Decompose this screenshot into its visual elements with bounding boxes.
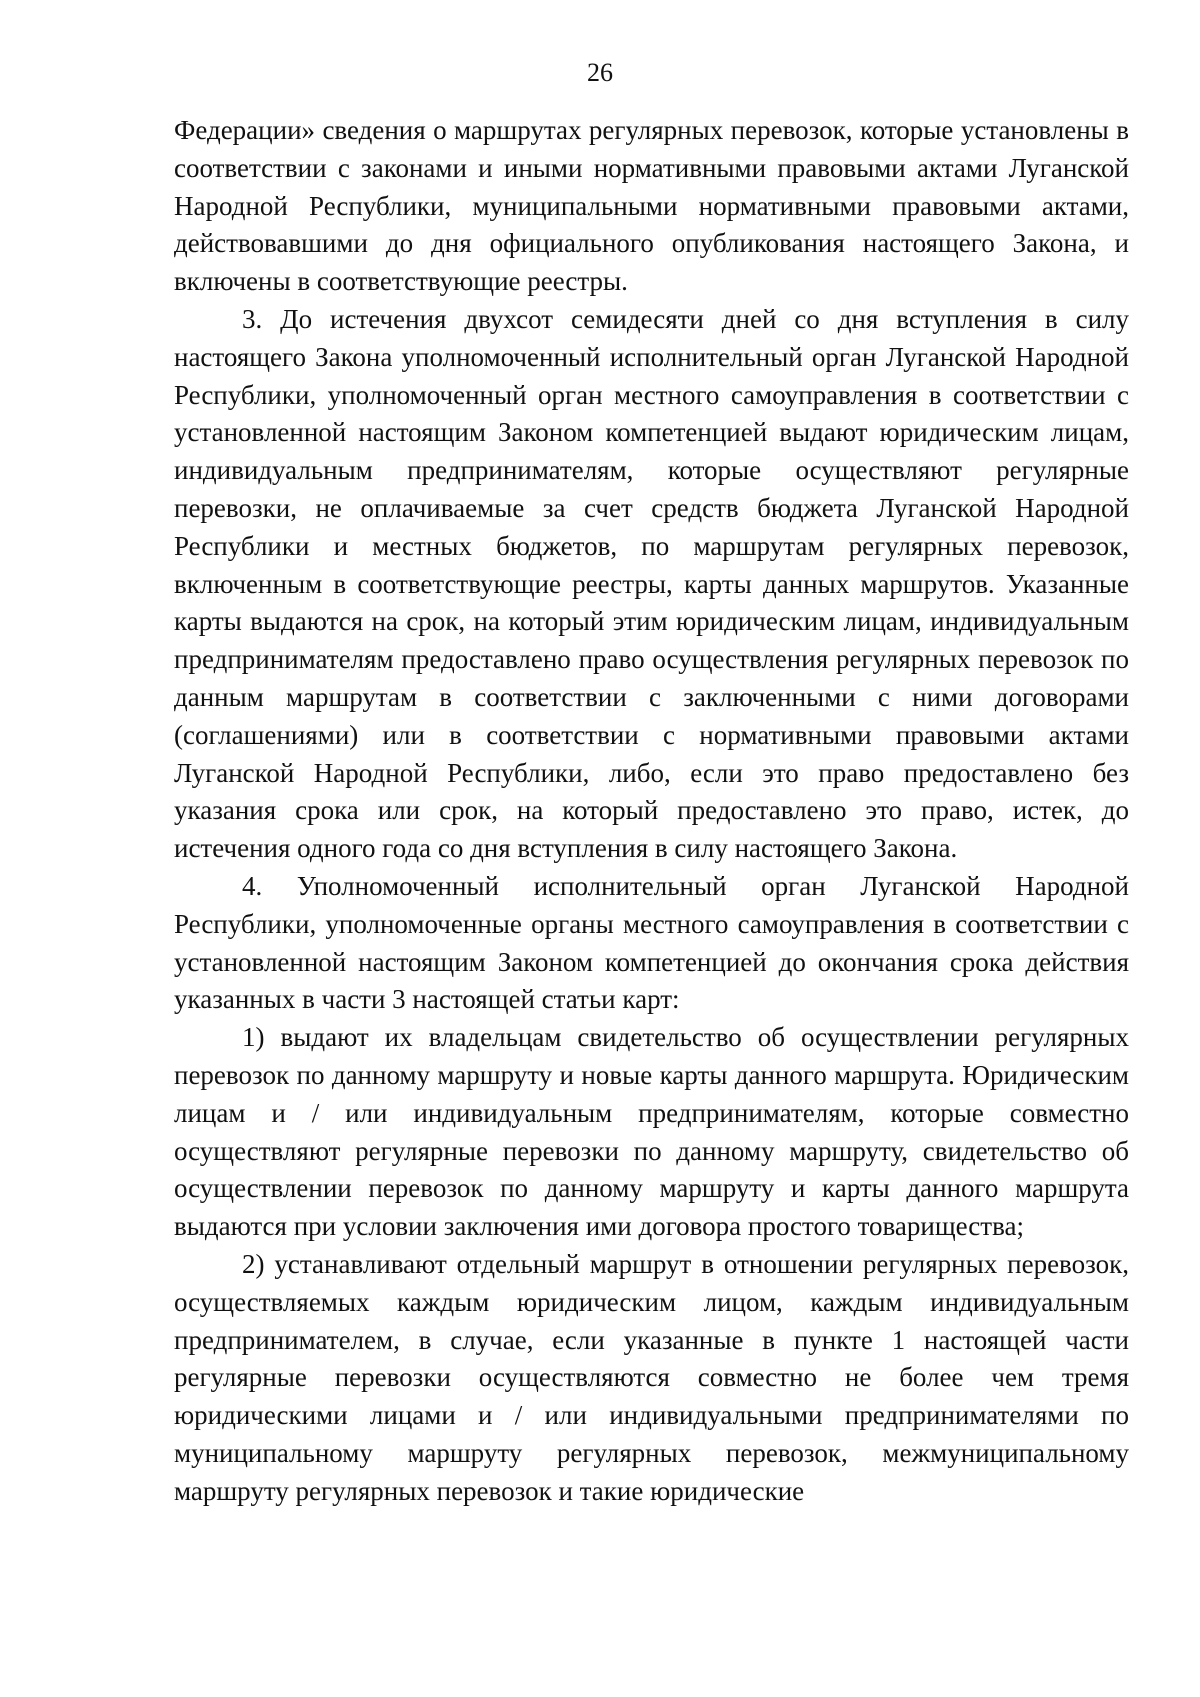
paragraph-continuation: Федерации» сведения о маршрутах регулярных перевозок, которые установлены в соответствии с законами и иными нормативными правовыми актами Луганской Народной Республики, муниципальными нормативными правовыми актами, действовавшими до дня официального опубликования настоящего Закона, и включены в соответствующие реестры. — [174, 115, 1129, 297]
paragraph-item-1: 1) выдают их владельцам свидетельство об осуществлении регулярных перевозок по данному маршруту и новые карты данного маршрута. Юридическим лицам и / или индивидуальным предпринимателям, которые совместно осуществляют регулярные перевозки по данному маршруту, свидетельство об осуществлении перевозок по данному маршруту и карты данного маршрута выдаются при условии заключения ими договора простого товарищества; — [174, 1022, 1129, 1242]
paragraph-item-2: 2) устанавливают отдельный маршрут в отношении регулярных перевозок, осуществляемых каждым юридическим лицом, каждым индивидуальным предпринимателем, в случае, если указанные в пункте 1 настоящей части регулярные перевозки осуществляются совместно не более чем тремя юридическими лицами и / или индивидуальными предпринимателями по муниципальному маршруту регулярных перевозок, межмуниципальному маршруту регулярных перевозок и такие юридические — [174, 1248, 1129, 1506]
page-number: 26 — [587, 58, 613, 87]
paragraph-clause-3: 3. До истечения двухсот семидесяти дней со дня вступления в силу настоящего Закона уполномоченный исполнительный орган Луганской Народной Республики, уполномоченный орган местного самоуправления в соответствии с установленной настоящим Законом компетенцией выдают юридическим лицам, индивидуальным предпринимателям, которые осуществляют регулярные перевозки, не оплачиваемые за счет средств бюджета Луганской Народной Республики и местных бюджетов, по маршрутам регулярных перевозок, включенным в соответствующие реестры, карты данных маршрутов. Указанные карты выдаются на срок, на который этим юридическим лицам, индивидуальным предпринимателям предоставлено право осуществления регулярных перевозок по данным маршрутам в соответствии с заключенными с ними договорами (соглашениями) или в соответствии с нормативными правовыми актами Луганской Народной Республики, либо, если это право предоставлено без указания срока или срок, на который предоставлено это право, истек, до истечения одного года со дня вступления в силу настоящего Закона. — [174, 303, 1129, 864]
paragraph-clause-4: 4. Уполномоченный исполнительный орган Луганской Народной Республики, уполномоченные органы местного самоуправления в соответствии с установленной настоящим Законом компетенцией до окончания срока действия указанных в части 3 настоящей статьи карт: — [174, 870, 1129, 1015]
document-body — [174, 112, 1129, 1510]
